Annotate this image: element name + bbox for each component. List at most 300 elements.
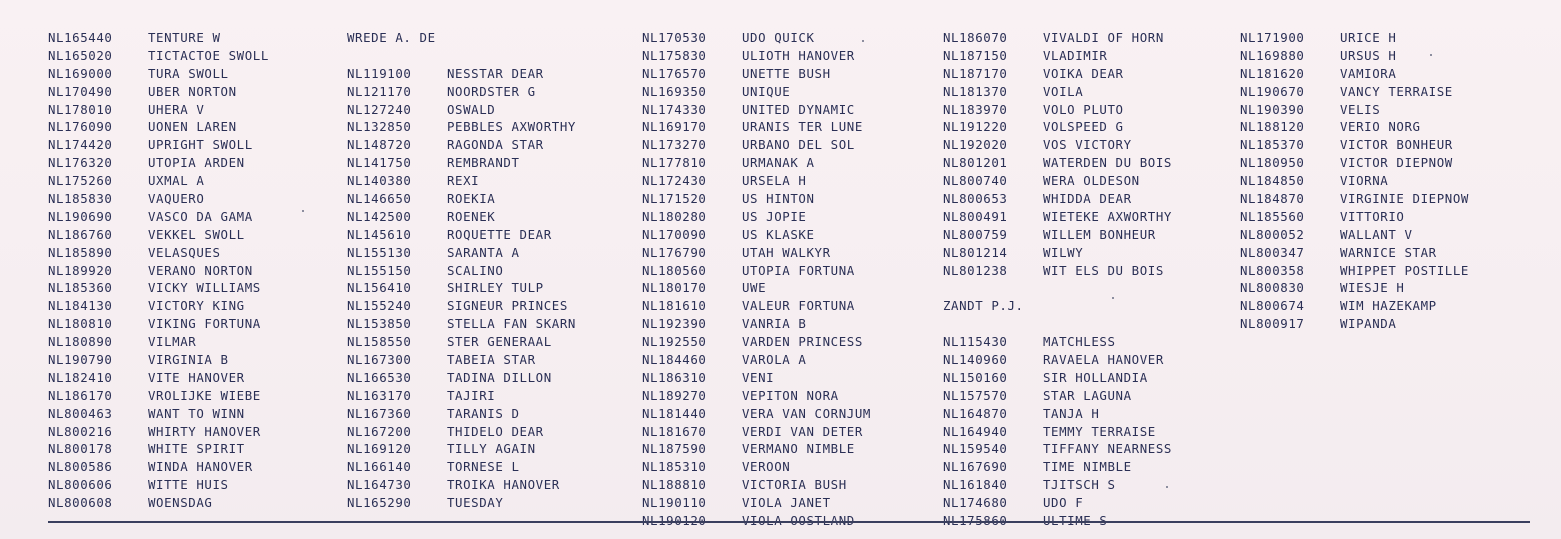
list-item (347, 476, 627, 494)
registration-number: NL191220 (943, 119, 1008, 135)
column-2 (347, 29, 627, 512)
horse-name: SHIRLEY TULP (447, 280, 544, 296)
horse-name: VOLO PLUTO (1043, 101, 1124, 117)
list-item (347, 262, 627, 280)
registration-number: NL148720 (347, 137, 412, 153)
registration-number: NL800216 (48, 423, 113, 439)
registration-number: NL800830 (1240, 280, 1305, 296)
registration-number: NL186070 (943, 30, 1008, 45)
horse-name: VICTORIA BUSH (742, 477, 847, 493)
list-item (943, 440, 1223, 458)
horse-name: NOORDSTER G (447, 83, 536, 99)
horse-name: WANT TO WINN (148, 405, 245, 421)
heading-spacer (347, 47, 627, 65)
registration-number: NL800740 (943, 173, 1008, 189)
registration-number: NL184850 (1240, 173, 1305, 189)
list-item (943, 351, 1223, 369)
list-item (48, 208, 318, 226)
horse-name: VARDEN PRINCESS (742, 334, 863, 350)
registration-number: NL800917 (1240, 316, 1305, 332)
registration-number: NL185310 (642, 459, 707, 475)
registration-number: NL164730 (347, 477, 412, 493)
list-item (642, 494, 922, 512)
list-item (943, 83, 1223, 101)
list-item (48, 29, 318, 47)
horse-name: PEBBLES AXWORTHY (447, 119, 576, 135)
horse-name: REMBRANDT (447, 155, 520, 171)
registration-number: NL182410 (48, 369, 113, 385)
registration-number: NL176090 (48, 119, 113, 135)
horse-name: WARNICE STAR (1340, 244, 1437, 260)
registration-number: NL119100 (347, 65, 412, 81)
horse-name: RAVAELA HANOVER (1043, 352, 1164, 368)
list-item (642, 47, 922, 65)
registration-number: NL146650 (347, 191, 412, 207)
horse-name: VERIO NORG (1340, 119, 1421, 135)
horse-name: VAQUERO (148, 191, 205, 207)
list-item (1240, 297, 1530, 315)
horse-name: VELIS (1340, 101, 1381, 117)
list-item (642, 244, 922, 262)
column-3-rows (642, 29, 922, 530)
registration-number: NL188810 (642, 477, 707, 493)
horse-name: TJITSCH S (1043, 477, 1116, 493)
registration-number: NL165020 (48, 47, 113, 63)
horse-name: VICTORY KING (148, 298, 245, 314)
list-item (642, 262, 922, 280)
horse-name: WHITE SPIRIT (148, 441, 245, 457)
horse-name: SIGNEUR PRINCES (447, 298, 568, 314)
list-item (347, 208, 627, 226)
registration-number: NL188120 (1240, 119, 1305, 135)
registration-number: NL159540 (943, 441, 1008, 457)
registration-number: NL800653 (943, 191, 1008, 207)
horse-name: VERMANO NIMBLE (742, 441, 855, 457)
list-item (48, 494, 318, 512)
registration-number: NL164940 (943, 423, 1008, 439)
list-item (943, 405, 1223, 423)
horse-name: WIESJE H (1340, 280, 1405, 296)
registration-number: NL165290 (347, 495, 412, 511)
horse-name: WITTE HUIS (148, 477, 229, 493)
horse-name: TILLY AGAIN (447, 441, 536, 457)
list-item (347, 440, 627, 458)
horse-name: TEMMY TERRAISE (1043, 423, 1156, 439)
registration-number: NL153850 (347, 316, 412, 332)
registration-number: NL170090 (642, 226, 707, 242)
horse-name: TARANIS D (447, 405, 520, 421)
registration-number: NL800358 (1240, 262, 1305, 278)
column-4-rows (943, 29, 1223, 530)
registration-number: NL161840 (943, 477, 1008, 493)
registration-number: NL156410 (347, 280, 412, 296)
list-item (642, 154, 922, 172)
list-item (943, 226, 1223, 244)
horse-name: VEROON (742, 459, 791, 475)
list-item (48, 154, 318, 172)
registration-number: NL800347 (1240, 244, 1305, 260)
list-item (642, 136, 922, 154)
list-item (347, 65, 627, 83)
registration-number: NL140380 (347, 173, 412, 189)
list-item (943, 369, 1223, 387)
column-3 (642, 29, 922, 530)
horse-name: URSELA H (742, 173, 807, 189)
list-item (943, 476, 1223, 494)
registration-number: NL176320 (48, 155, 113, 171)
list-item (943, 136, 1223, 154)
registration-number: NL169880 (1240, 47, 1305, 63)
registration-number: NL800606 (48, 477, 113, 493)
registration-number: NL169350 (642, 83, 707, 99)
list-item (1240, 47, 1530, 65)
registration-number: NL171900 (1240, 30, 1305, 45)
list-item (642, 387, 922, 405)
registration-number: NL184460 (642, 352, 707, 368)
registration-number: NL140960 (943, 352, 1008, 368)
registration-number: NL142500 (347, 208, 412, 224)
horse-name: URICE H (1340, 30, 1397, 45)
registration-number: NL170530 (642, 30, 707, 45)
registration-number: NL800674 (1240, 298, 1305, 314)
list-item (1240, 262, 1530, 280)
registration-number: NL166140 (347, 459, 412, 475)
horse-name: UDO QUICK (742, 30, 815, 45)
list-item (943, 458, 1223, 476)
list-item (642, 369, 922, 387)
registration-number: NL801238 (943, 262, 1008, 278)
registration-number: NL176570 (642, 65, 707, 81)
list-item (347, 101, 627, 119)
registration-number: NL800463 (48, 405, 113, 421)
registration-number: NL164870 (943, 405, 1008, 421)
registration-number: NL189270 (642, 387, 707, 403)
registration-number: NL800178 (48, 441, 113, 457)
horse-name: VICTOR DIEPNOW (1340, 155, 1453, 171)
registration-number: NL167360 (347, 405, 412, 421)
list-item (48, 423, 318, 441)
horse-name: UPRIGHT SWOLL (148, 137, 253, 153)
list-item (943, 423, 1223, 441)
horse-name: TIFFANY NEARNESS (1043, 441, 1172, 457)
horse-name: TIME NIMBLE (1043, 459, 1132, 475)
horse-name: VIORNA (1340, 173, 1389, 189)
list-item (48, 458, 318, 476)
horse-name: WERA OLDESON (1043, 173, 1140, 189)
horse-name: WIPANDA (1340, 316, 1397, 332)
registration-number: NL163170 (347, 387, 412, 403)
registration-number: NL180950 (1240, 155, 1305, 171)
horse-name: UDO F (1043, 495, 1084, 511)
registration-number: NL178010 (48, 101, 113, 117)
horse-name: UNITED DYNAMIC (742, 101, 855, 117)
horse-name: SIR HOLLANDIA (1043, 369, 1148, 385)
list-item (1240, 208, 1530, 226)
registration-number: NL801214 (943, 244, 1008, 260)
horse-name: VIRGINIA B (148, 352, 229, 368)
horse-name: VALEUR FORTUNA (742, 298, 855, 314)
horse-name: UTOPIA FORTUNA (742, 262, 855, 278)
horse-name: VILMAR (148, 334, 197, 350)
registration-number: NL166530 (347, 369, 412, 385)
list-item (48, 333, 318, 351)
registration-number: NL141750 (347, 155, 412, 171)
list-item (642, 65, 922, 83)
column-1 (48, 29, 318, 512)
registration-number: NL187170 (943, 65, 1008, 81)
list-item (48, 47, 318, 65)
list-item (1240, 65, 1530, 83)
registration-number: NL180170 (642, 280, 707, 296)
horse-name: TUESDAY (447, 495, 504, 511)
horse-name: VASCO DA GAMA (148, 208, 253, 224)
list-item (1240, 136, 1530, 154)
list-item (48, 101, 318, 119)
column-2-rows (347, 29, 627, 512)
registration-number: NL186760 (48, 226, 113, 242)
paper-speck (1430, 54, 1432, 56)
horse-name: TROIKA HANOVER (447, 477, 560, 493)
list-item (48, 476, 318, 494)
horse-name: TORNESE L (447, 459, 520, 475)
list-item (347, 83, 627, 101)
heading-spacer (943, 315, 1223, 333)
horse-name: STER GENERAAL (447, 334, 552, 350)
horse-name: ROENEK (447, 208, 496, 224)
horse-name: TAJIRI (447, 387, 496, 403)
horse-name: VOILA (1043, 83, 1084, 99)
list-item (642, 351, 922, 369)
list-item (347, 423, 627, 441)
registration-number: NL800608 (48, 495, 113, 511)
horse-name: SCALINO (447, 262, 504, 278)
registration-number: NL150160 (943, 369, 1008, 385)
horse-name: TURA SWOLL (148, 65, 229, 81)
list-item (642, 83, 922, 101)
horse-name: WATERDEN DU BOIS (1043, 155, 1172, 171)
list-item (48, 279, 318, 297)
list-item (347, 333, 627, 351)
horse-name: WALLANT V (1340, 226, 1413, 242)
horse-name: THIDELO DEAR (447, 423, 544, 439)
horse-name: URSUS H (1340, 47, 1397, 63)
list-item (48, 226, 318, 244)
registration-number: NL177810 (642, 155, 707, 171)
registration-number: NL185890 (48, 244, 113, 260)
horse-name: TICTACTOE SWOLL (148, 47, 269, 63)
list-item (642, 405, 922, 423)
column-5-rows (1240, 29, 1530, 333)
list-item (642, 279, 922, 297)
list-item (943, 244, 1223, 262)
list-item (347, 154, 627, 172)
registration-number: NL192550 (642, 334, 707, 350)
list-item (1240, 101, 1530, 119)
horse-name: ULIOTH HANOVER (742, 47, 855, 63)
list-item (943, 333, 1223, 351)
horse-name: URMANAK A (742, 155, 815, 171)
horse-name: VLADIMIR (1043, 47, 1108, 63)
list-item (943, 118, 1223, 136)
list-item (642, 118, 922, 136)
registration-number: NL172430 (642, 173, 707, 189)
list-item (48, 369, 318, 387)
bottom-rule (48, 521, 1530, 523)
column-4 (943, 29, 1223, 530)
list-item (48, 351, 318, 369)
registration-number: NL800491 (943, 208, 1008, 224)
registration-number: NL158550 (347, 334, 412, 350)
horse-name: VEKKEL SWOLL (148, 226, 245, 242)
list-item (943, 208, 1223, 226)
list-item (48, 297, 318, 315)
horse-name: VITTORIO (1340, 208, 1405, 224)
list-item (943, 154, 1223, 172)
list-item (642, 333, 922, 351)
list-item (1240, 244, 1530, 262)
registration-number: NL190670 (1240, 83, 1305, 99)
list-item (347, 387, 627, 405)
registration-number: NL132850 (347, 119, 412, 135)
registration-number: NL174420 (48, 137, 113, 153)
list-item (347, 369, 627, 387)
registration-number: NL169120 (347, 441, 412, 457)
registration-number: NL190790 (48, 352, 113, 368)
paper-speck (1112, 297, 1114, 299)
list-item (48, 65, 318, 83)
registration-number: NL183970 (943, 101, 1008, 117)
registration-number: NL192390 (642, 316, 707, 332)
horse-name: WIM HAZEKAMP (1340, 298, 1437, 314)
list-item (347, 190, 627, 208)
registration-number: NL174680 (943, 495, 1008, 511)
horse-name: VOIKA DEAR (1043, 65, 1124, 81)
registration-number: NL155240 (347, 298, 412, 314)
registration-number: NL173270 (642, 137, 707, 153)
registration-number: NL180560 (642, 262, 707, 278)
horse-name: VIKING FORTUNA (148, 316, 261, 332)
list-item (943, 65, 1223, 83)
registration-number: NL187150 (943, 47, 1008, 63)
horse-name: UXMAL A (148, 173, 205, 189)
registration-number: NL181620 (1240, 65, 1305, 81)
horse-name: NESSTAR DEAR (447, 65, 544, 81)
list-item (347, 244, 627, 262)
list-item (943, 29, 1223, 47)
horse-name: STELLA FAN SKARN (447, 316, 576, 332)
registration-number: NL169170 (642, 119, 707, 135)
owner-heading: ZANDT P.J. (943, 298, 1024, 314)
horse-name: WHIPPET POSTILLE (1340, 262, 1469, 278)
horse-name: UWE (742, 280, 767, 296)
list-item (48, 440, 318, 458)
registration-number: NL115430 (943, 334, 1008, 350)
registration-number: NL184870 (1240, 191, 1305, 207)
registration-number: NL184130 (48, 298, 113, 314)
horse-name: UNIQUE (742, 83, 791, 99)
registration-number: NL145610 (347, 226, 412, 242)
registration-number: NL174330 (642, 101, 707, 117)
list-item (642, 423, 922, 441)
horse-name: SARANTA A (447, 244, 520, 260)
registration-number: NL187590 (642, 441, 707, 457)
list-item (1240, 154, 1530, 172)
registration-number: NL127240 (347, 101, 412, 117)
list-item (48, 172, 318, 190)
registration-number: NL171520 (642, 191, 707, 207)
registration-number: NL800586 (48, 459, 113, 475)
registration-number: NL185360 (48, 280, 113, 296)
horse-name: URBANO DEL SOL (742, 137, 855, 153)
list-item (1240, 118, 1530, 136)
horse-name: TENTURE W (148, 30, 221, 45)
owner-heading: WREDE A. DE (347, 30, 436, 45)
horse-name: VERANO NORTON (148, 262, 253, 278)
registration-number: NL167200 (347, 423, 412, 439)
list-item (48, 244, 318, 262)
horse-name: TANJA H (1043, 405, 1100, 421)
list-item (1240, 172, 1530, 190)
horse-name: REXI (447, 173, 480, 189)
horse-name: WIETEKE AXWORTHY (1043, 208, 1172, 224)
horse-name: VICTOR BONHEUR (1340, 137, 1453, 153)
horse-name: UTOPIA ARDEN (148, 155, 245, 171)
registration-number: NL186170 (48, 387, 113, 403)
list-item (1240, 226, 1530, 244)
horse-name: OSWALD (447, 101, 496, 117)
list-item (1240, 315, 1530, 333)
list-item (347, 226, 627, 244)
horse-name: WILWY (1043, 244, 1084, 260)
list-item (347, 494, 627, 512)
registration-number: NL186310 (642, 369, 707, 385)
horse-name: VOS VICTORY (1043, 137, 1132, 153)
list-item (642, 190, 922, 208)
horse-name: UBER NORTON (148, 83, 237, 99)
horse-name: WILLEM BONHEUR (1043, 226, 1156, 242)
column-5 (1240, 29, 1530, 333)
list-item (943, 190, 1223, 208)
horse-name: UNETTE BUSH (742, 65, 831, 81)
list-item (347, 136, 627, 154)
list-item (48, 315, 318, 333)
list-item (48, 405, 318, 423)
horse-name: WHIDDA DEAR (1043, 191, 1132, 207)
list-item (642, 315, 922, 333)
paper-speck (302, 210, 304, 212)
horse-name: VIVALDI OF HORN (1043, 30, 1164, 45)
list-item (642, 440, 922, 458)
registration-number: NL176790 (642, 244, 707, 260)
horse-name: US KLASKE (742, 226, 815, 242)
list-item (642, 29, 922, 47)
registration-number: NL175830 (642, 47, 707, 63)
registration-number: NL121170 (347, 83, 412, 99)
horse-name: VAMIORA (1340, 65, 1397, 81)
horse-name: VANCY TERRAISE (1340, 83, 1453, 99)
registration-number: NL190110 (642, 495, 707, 511)
horse-name: VIRGINIE DIEPNOW (1340, 191, 1469, 207)
registration-number: NL165440 (48, 30, 113, 45)
list-item (642, 101, 922, 119)
horse-name: VICKY WILLIAMS (148, 280, 261, 296)
registration-number: NL181670 (642, 423, 707, 439)
list-item (943, 494, 1223, 512)
horse-name: WOENSDAG (148, 495, 213, 511)
list-item (1240, 29, 1530, 47)
list-item (48, 387, 318, 405)
registration-number: NL155150 (347, 262, 412, 278)
